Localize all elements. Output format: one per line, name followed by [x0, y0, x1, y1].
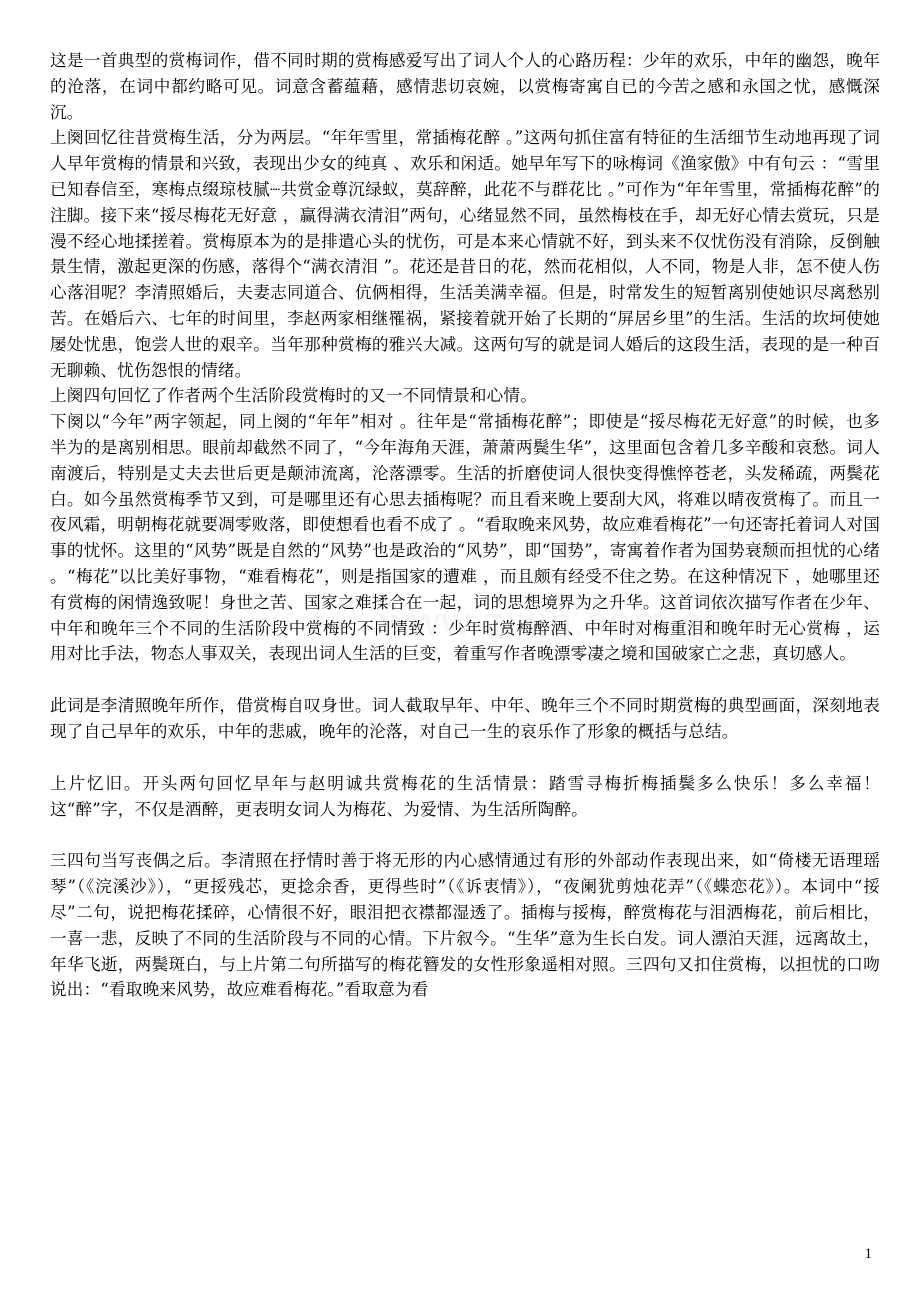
document-body [50, 48, 880, 1003]
paragraph-overview: 此词是李清照晚年所作，借赏梅自叹身世。词人截取早年、中年、晚年三个不同时期赏梅的典型画面，深刻地表现了自己早年的欢乐，中年的悲戚，晚年的沦落，对自己一生的哀乐作了形象的概括与总结。 [50, 696, 880, 741]
paragraph-intro: 这是一首典型的赏梅词作，借不同时期的赏梅感爱写出了词人个人的心路历程：少年的欢乐，中年的幽怨，晚年的沧落，在词中都约略可见。词意含蓄蕴藉，感情悲切哀婉，以赏梅寄寓自已的今苦之感和永国之忧，感慨深沉。 [50, 51, 880, 122]
paragraph-upper-summary: 上阕四句回忆了作者两个生活阶段赏梅时的又一不同情景和心情。 [50, 386, 538, 406]
paragraph-lines-three-four: 三四句当写丧偶之后。李清照在抒情时善于将无形的内心感情通过有形的外部动作表现出来，如“倚楼无语理瑶琴”（《浣溪沙》），“更挼残芯，更捻余香，更得些时”（《诉衷情》），“夜阑犹剪烛花弄”（《蝶恋花》）。本词中“挼尽”二句，说把梅花揉碎，心情很不好，眼泪把衣襟都湿透了。插梅与挼梅，醉赏梅花与泪洒梅花，前后相比，一喜一悲，反映了不同的生活阶段与不同的心情。下片叙今。“生华”意为生长白发。词人漂泊天涯，远离故土，年华飞逝，两鬓斑白，与上片第二句所描写的梅花簪发的女性形象遥相对照。三四句又扣住赏梅，以担忧的口吻说出：“看取晚来风势，故应难看梅花。”看取意为看 [50, 851, 880, 1000]
paragraph-lower-stanza: 下阕以“今年”两字领起，同上阕的“年年”相对 。往年是“常插梅花醉”；即使是“挼尽梅花无好意”的时候，也多半为的是离别相思。眼前却截然不同了，“今年海角天涯，萧萧两鬓生华”，这里面包含着几多辛酸和哀愁。词人南渡后，特别是丈夫去世后更是颠沛流离，沦落漂零。生活的折磨使词人很快变得憔悴苍老，头发稀疏，两鬓花白。如今虽然赏梅季节又到，可是哪里还有心思去插梅呢？而且看来晚上要刮大风，将难以晴夜赏梅了。而且一夜风霜，明朝梅花就要凋零败落，即使想看也看不成了 。“看取晚来风势，故应难看梅花”一句还寄托着词人对国事的忧怀。这里的“风势”既是自然的“风势”也是政治的“风势”，即“国势”，寄寓着作者为国势衰颓而担忧的心绪 。“梅花”以比美好事物，“难看梅花”，则是指国家的遭难 ，而且颇有经受不住之势。在这种情况下 ，她哪里还有赏梅的闲情逸致呢！身世之苦、国家之难揉合在一起，词的思想境界为之升华。这首词依次描写作者在少年、中年和晚年三个不同的生活阶段中赏梅的不同情致 ：少年时赏梅醉酒、中年时对梅重泪和晚年时无心赏梅 ，运用对比手法，物态人事双关，表现出词人生活的巨变，着重写作者晚漂零凄之境和国破家亡之悲，真切感人。 [50, 412, 880, 664]
page-number: 1 [864, 1246, 872, 1262]
paragraph-upper-stanza: 上阕回忆往昔赏梅生活，分为两层。“年年雪里，常插梅花醉 。”这两句抓住富有特征的生活细节生动地再现了词人早年赏梅的情景和兴致，表现出少女的纯真 、欢乐和闲适。她早年写下的咏梅词《渔家傲》中有句云 ：“雪里已知春信至，寒梅点缀琼枝腻┈共赏金尊沉绿蚁，莫辞醉，此花不与群花比 。”可作为“年年雪里，常插梅花醉”的注脚。接下来“挼尽梅花无好意 ，赢得满衣清泪”两句，心绪显然不同，虽然梅枝在手，却无好心情去赏玩，只是漫不经心地揉搓着。赏梅原本为的是排遣心头的忧伤，可是本来心情就不好，到头来不仅忧伤没有消除，反倒触景生情，激起更深的伤感，落得个“满衣清泪 ”。花还是昔日的花，然而花相似，人不同，物是人非，怎不使人伤心落泪呢？李清照婚后，夫妻志同道合、伉俩相得，生活美满幸福。但是，时常发生的短暂离别使她识尽离愁别苦。在婚后六、七年的时间里，李赵两家相继罹祸，紧接着就开始了长期的“屏居乡里”的生活。生活的坎坷使她屡处忧患，饱尝人世的艰辛。当年那种赏梅的雅兴大减。这两句写的就是词人婚后的这段生活，表现的是一种百无聊赖、忧伤怨恨的情绪。 [50, 128, 880, 380]
paragraph-upper-part: 上片忆旧。开头两句回忆早年与赵明诚共赏梅花的生活情景：踏雪寻梅折梅插鬓多么快乐！多么幸福！这“醉”字，不仅是酒醉，更表明女词人为梅花、为爱情、为生活所陶醉。 [50, 773, 880, 819]
